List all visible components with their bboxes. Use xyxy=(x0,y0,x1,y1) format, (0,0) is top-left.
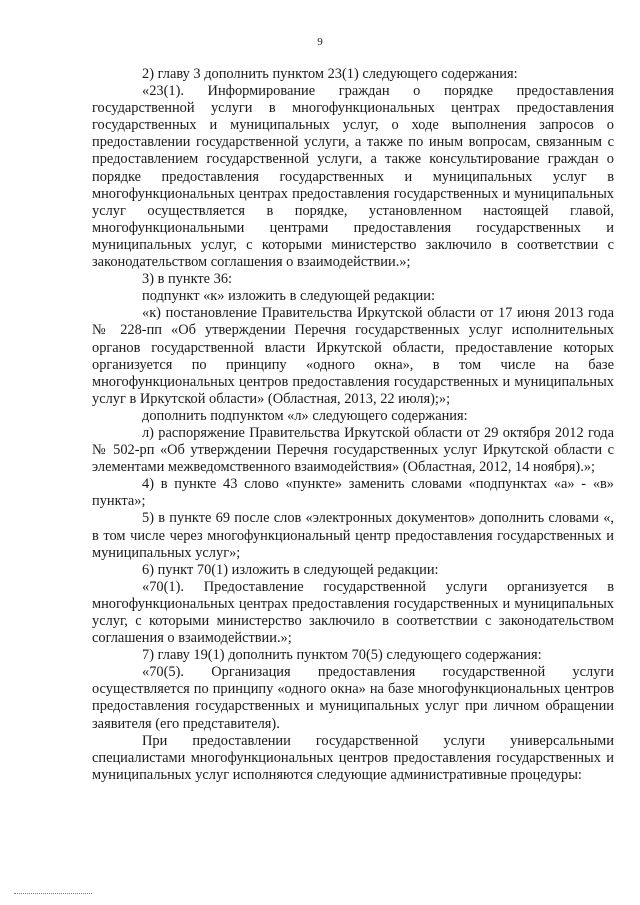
paragraph-item-3: 3) в пункте 36: xyxy=(142,271,233,288)
page-number: 9 xyxy=(317,36,323,48)
paragraph-item-7: 7) главу 19(1) дополнить пунктом 70(5) следующего содержания: xyxy=(142,647,542,664)
document-body xyxy=(92,66,614,784)
paragraph-70-5-text: «70(5). Организация предоставления государственной услуги осуществляется по принципу «одного окна» на базе многофункциональных центров предоставления государственных и муниципальных услуг при личном обращении заявителя (его представителя). xyxy=(92,664,614,732)
paragraph-subitem-k-text: «к) постановление Правительства Иркутской области от 17 июня 2013 года № 228-пп «Об утверждении Перечня государственных услуг исполнительных органов государственной власти Иркутской области, предоставление которых организуется по принципу «одного окна», в том числе на базе многофункциональных центров предоставления государственных и муниципальных услуг в Иркутской области» (Областная, 2013, 22 июля);»; xyxy=(92,305,614,407)
paragraph-23-1-text: «23(1). Информирование граждан о порядке предоставления государственной услуги в многофункциональных центрах предоставления государственных и муниципальных услуг, о ходе выполнения запросов о предоставлении государственной услуги, а также по иным вопросам, связанным с предоставлением государственной услуги, а также консультирование граждан о порядке предоставления государственных и муниципальных услуг в многофункциональных центрах предоставления государственных и муниципальных услуг осуществляется в порядке, установленном настоящей главой, многофункциональными центрами предоставления государственных и муниципальных услуг, с которыми министерство заключило в соответствии с законодательством соглашения о взаимодействии.»; xyxy=(92,83,614,271)
paragraph-procedures-intro: При предоставлении государственной услуги универсальными специалистами многофункциональных центров предоставления государственных и муниципальных услуг исполняются следующие административные процедуры: xyxy=(92,732,614,783)
scan-edge-line xyxy=(14,893,92,894)
paragraph-item-2: 2) главу 3 дополнить пунктом 23(1) следующего содержания: xyxy=(142,66,518,82)
paragraph-subitem-l-text: л) распоряжение Правительства Иркутской области от 29 октября 2012 года № 502-рп «Об утверждении Перечня государственных услуг Иркутской области с элементами межведомственного взаимодействия» (Областная, 2012, 14 ноября).»; xyxy=(92,424,614,476)
paragraph-item-6: 6) пункт 70(1) изложить в следующей редакции: xyxy=(142,561,439,578)
paragraph-70-1-text: «70(1). Предоставление государственной услуги организуется в многофункциональных центрах предоставления государственных и муниципальных услуг, с которыми министерство заключило в соответствии с законодательством соглашения о взаимодействии.»; xyxy=(92,578,614,647)
paragraph-item-5: 5) в пункте 69 после слов «электронных документов» дополнить словами «, в том числе через многофункциональный центр предоставления государственных и муниципальных услуг»; xyxy=(92,510,614,561)
paragraph-item-4: 4) в пункте 43 слово «пункте» заменить словами «подпунктах «а» - «в» пункта»; xyxy=(92,476,614,510)
paragraph-subitem-l-intro: дополнить подпунктом «л» следующего содержания: xyxy=(142,407,468,424)
paragraph-subitem-k-intro: подпункт «к» изложить в следующей редакции: xyxy=(142,288,435,305)
